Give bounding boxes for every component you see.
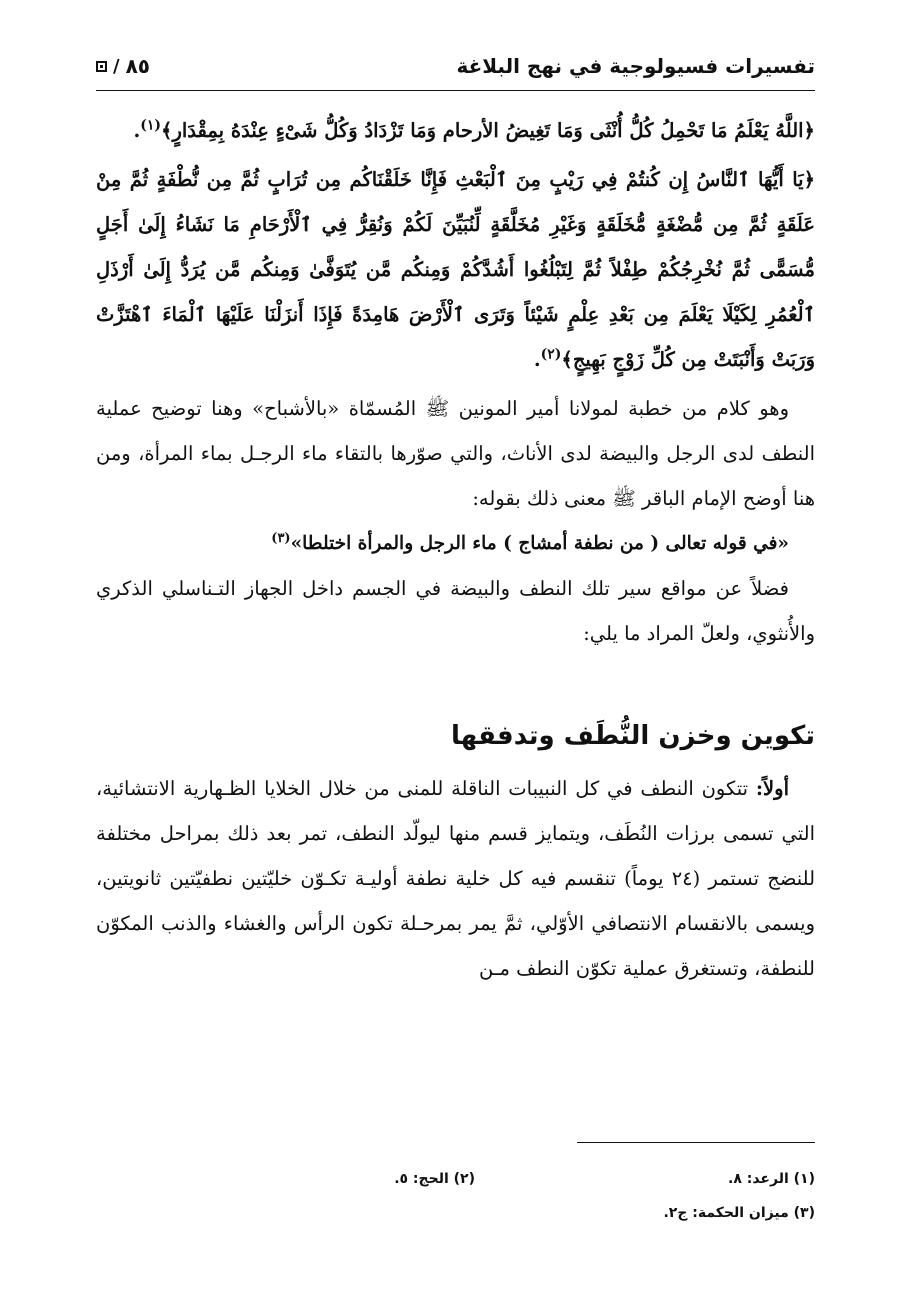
square-icon xyxy=(96,61,107,72)
running-title: تفسيرات فسيولوجية في نهج البلاغة xyxy=(456,54,815,78)
section-heading: تكوين وخزن النُّطَف وتدفقها xyxy=(451,721,815,751)
quran-verse-2 xyxy=(96,157,815,382)
footnote-1: (١) الرعد: ٨. xyxy=(728,1171,815,1187)
footnote-row xyxy=(96,1162,815,1196)
footnote-row xyxy=(96,1196,815,1230)
hadith-quote xyxy=(96,521,815,566)
footnote-3: (٣) ميزان الحكمة: ج٢. xyxy=(663,1205,815,1221)
page-separator: / xyxy=(113,55,120,77)
footnote-ref-1[interactable]: (١) xyxy=(140,117,162,134)
quran-verse-1-text: ﴿اللَّهُ يَعْلَمُ مَا تَحْمِلُ كُلُّ أُنْثَى وَمَا تَغِيضُ الأرحام وَمَا تَزْدَادُ وَكُلُّ شَىْءٍ عِنْدَهُ بِمِقْدَارٍ﴾ xyxy=(161,119,815,142)
paragraph-system: فضلاً عن مواقع سير تلك النطف والبيضة في الجسم داخل الجهاز التـناسلي الذكري والأُنثوي، ولعلّ المراد ما يلي: xyxy=(96,577,815,645)
header-rule xyxy=(96,90,815,91)
footnote-ref-2[interactable]: (٢) xyxy=(540,346,562,363)
page-body xyxy=(96,108,815,991)
paragraph-formation-text: تتكون النطف في كل النبيبات الناقلة للمنى من خلال الخلايا الظـهارية الانتشائية، التي تسمى برزات النُطَف، ويتمايز قسم منها ليولّد النطف، تمر بعد ذلك بمراحل مختلفة للنضج تستمر (٢٤ يوماً) تنقسم فيه كل خلية نطفة أوليـة تكـوّن خليّتين نطفيّتين ثانويتين، ويسمى بالانقسام الانتصافي الأوّلي، ثمَّ يمر بمرحـلة تكون الرأس والغشاء والذنب المكوّن للنطفة، وتستغرق عملية تكوّن النطف مـن xyxy=(96,777,816,980)
page-number: ٨٥ xyxy=(125,54,150,78)
running-header xyxy=(96,48,815,84)
footnote-ref-3[interactable]: (٣) xyxy=(271,530,291,546)
quran-verse-2-text: ﴿يَا أَيُّهَا ٱلنَّاسُ إِن كُنتُمْ فِي رَيْبٍ مِنَ ٱلْبَعْثِ فَإِنَّا خَلَقْنَاكُم مِن تُرَابٍ ثُمَّ مِن نُّطْفَةٍ ثُمَّ مِنْ عَلَقَةٍ ثُمَّ مِن مُّضْغَةٍ مُّخَلَقَةٍ وَغَيْرِ مُخَلَّقَةٍ لِّنُبَيِّنَ لَكُمْ وَنُقِرُّ فِي ٱلْأَرْحَامِ مَا نَشَاءُ إِلَىٰ أَجَلٍ مُّسَمًّى ثُمَّ نُخْرِجُكُمْ طِفْلاً ثُمَّ لِتَبْلُغُوا أَشُدَّكُمْ وَمِنكُم مَّن يُتَوَفَّىٰ وَمِنكُم مَّن يُرَدُّ إِلَىٰ أَرْذَلِ ٱلْعُمُرِ لِكَيْلَا يَعْلَمَ مِن بَعْدِ عِلْمٍ شَيْئاً وَتَرَى ٱلْأَرْضَ هَامِدَةً فَإِذَا أَنزَلْنَا عَلَيْهَا ٱلْمَاءَ ٱهْتَزَّتْ وَرَبَتْ وَأَنْبَتَتْ مِن كُلِّ زَوْجٍ بَهِيجٍ﴾ xyxy=(96,168,815,371)
quran-verse-2-end: . xyxy=(533,348,541,371)
hadith-text: «في قوله تعالى ( من نطفة أمشاج ) ماء الرجل والمرأة اختلطا» xyxy=(290,533,789,554)
paragraph-formation xyxy=(96,766,815,991)
footnote-2: (٢) الحج: ٥. xyxy=(394,1171,475,1187)
paragraph-lead: أولاً: xyxy=(755,777,789,800)
quran-verse-1-end: . xyxy=(133,119,141,142)
quran-verse-1 xyxy=(96,108,815,153)
footnote-rule xyxy=(577,1142,815,1143)
paragraph-sermon: وهو كلام من خطبة لمولانا أمير المونين ﷺ المُسمّاة «بالأشباح» وهنا توضيح عملية النطف لدى الرجل والبيضة لدى الأناث، والتي صوّرها بالتقاء ماء الرجـل بماء المرأة، ومن هنا أوضح الإمام الباقر ﷺ معنى ذلك بقوله: xyxy=(96,397,815,510)
page-number-group xyxy=(96,54,150,78)
footnotes xyxy=(96,1162,815,1230)
